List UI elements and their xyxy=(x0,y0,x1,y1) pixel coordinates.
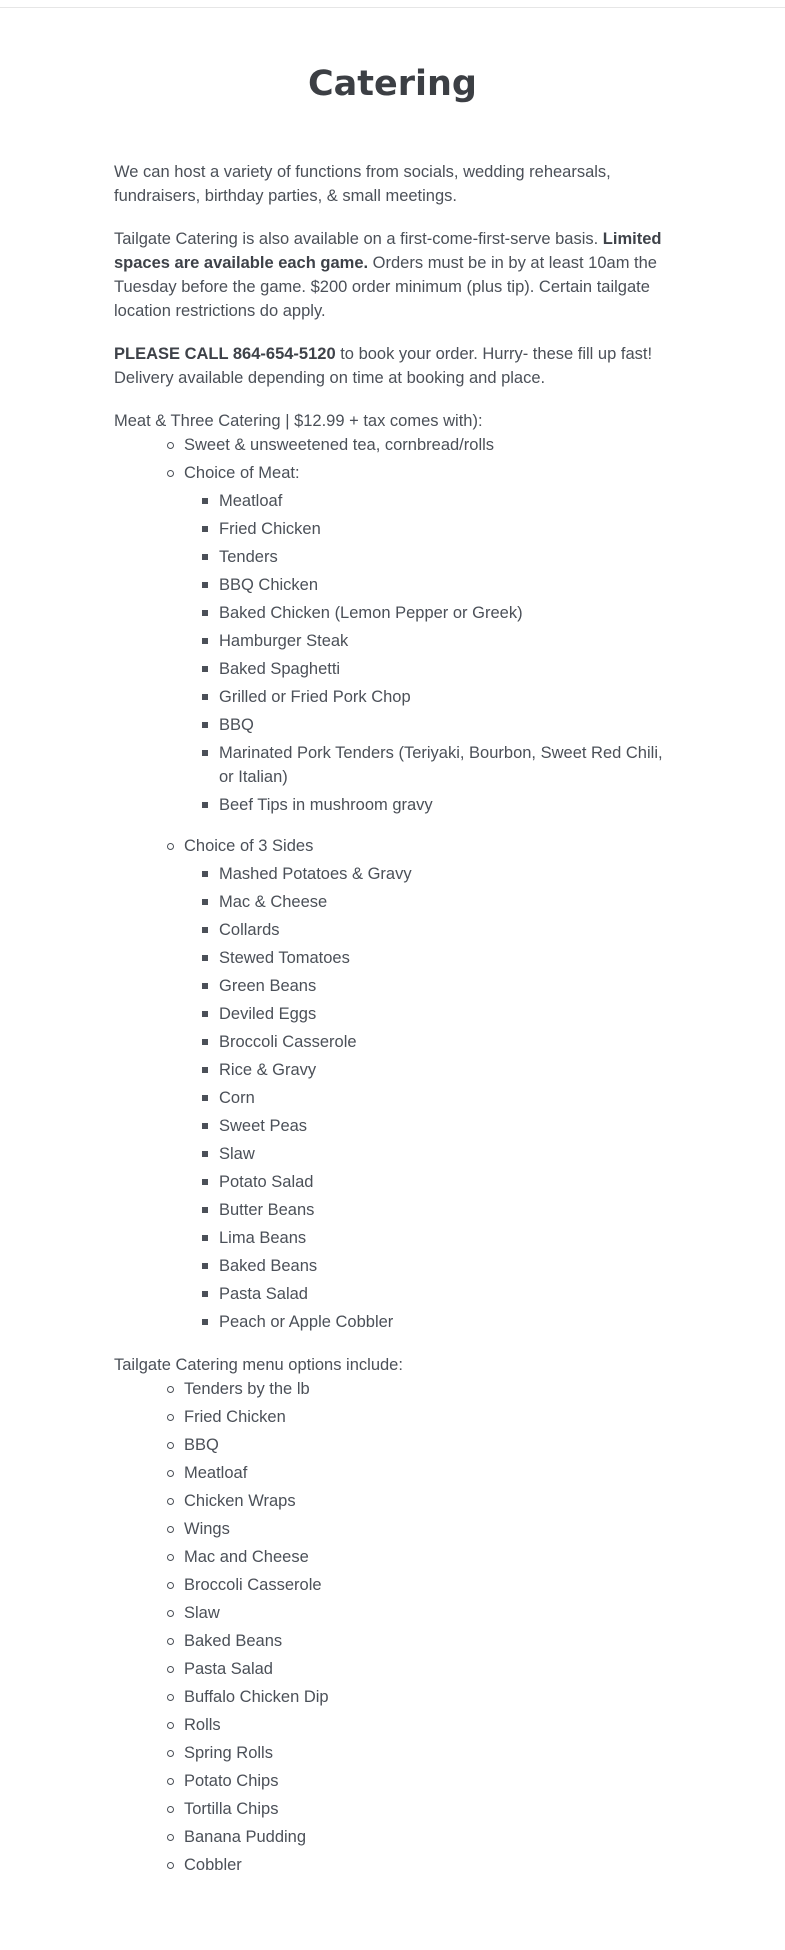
tailgate-menu-item: Banana Pudding xyxy=(184,1825,679,1849)
side-option-item: Peach or Apple Cobbler xyxy=(219,1310,679,1334)
side-option-item: Lima Beans xyxy=(219,1226,679,1250)
meat-options-list xyxy=(184,489,679,817)
tailgate-menu-item: BBQ xyxy=(184,1433,679,1457)
meat-three-list xyxy=(114,433,679,1334)
meat-option-item: Hamburger Steak xyxy=(219,629,679,653)
tailgate-menu-item: Tortilla Chips xyxy=(184,1797,679,1821)
tailgate-menu-item: Fried Chicken xyxy=(184,1405,679,1429)
page-title: Catering xyxy=(307,64,477,104)
side-option-item: Stewed Tomatoes xyxy=(219,946,679,970)
side-option-item: Baked Beans xyxy=(219,1254,679,1278)
side-option-item: Sweet Peas xyxy=(219,1114,679,1138)
tailgate-menu-item: Baked Beans xyxy=(184,1629,679,1653)
booking-text: to book your order. Hurry- these fill up fast! Delivery available depending on time at booking and place. xyxy=(114,345,653,387)
limited-spaces-note: Limited spaces are available each game. xyxy=(114,230,662,272)
side-option-item: Pasta Salad xyxy=(219,1282,679,1306)
tailgate-menu-heading: Tailgate Catering menu options include: xyxy=(114,1356,403,1374)
tailgate-menu-item: Buffalo Chicken Dip xyxy=(184,1685,679,1709)
side-option-item: Broccoli Casserole xyxy=(219,1030,679,1054)
catering-content xyxy=(114,160,679,1896)
booking-paragraph xyxy=(114,342,679,390)
side-option-item: Rice & Gravy xyxy=(219,1058,679,1082)
meat-option-item: Baked Spaghetti xyxy=(219,657,679,681)
side-option-item: Deviled Eggs xyxy=(219,1002,679,1026)
meat-option-item: Marinated Pork Tenders (Teriyaki, Bourbon, Sweet Red Chili, or Italian) xyxy=(219,741,679,789)
tailgate-menu-item: Chicken Wraps xyxy=(184,1489,679,1513)
meat-option-item: Meatloaf xyxy=(219,489,679,513)
tailgate-menu-item: Meatloaf xyxy=(184,1461,679,1485)
meat-option-item: BBQ Chicken xyxy=(219,573,679,597)
tailgate-info-text-end: Orders must be in by at least 10am the Tuesday before the game. $200 order minimum (plus tip). Certain tailgate location restrictions do apply. xyxy=(114,254,657,320)
list-item-choice-of-meat xyxy=(184,461,679,817)
meat-option-item: Grilled or Fried Pork Chop xyxy=(219,685,679,709)
side-option-item: Green Beans xyxy=(219,974,679,998)
meat-option-item: Tenders xyxy=(219,545,679,569)
tailgate-menu-list xyxy=(114,1377,679,1877)
intro-paragraph xyxy=(114,160,679,208)
list-item-choice-of-sides xyxy=(184,834,679,1334)
side-option-item: Mashed Potatoes & Gravy xyxy=(219,862,679,886)
tailgate-menu-item: Slaw xyxy=(184,1601,679,1625)
tailgate-info-paragraph xyxy=(114,227,679,323)
meat-option-item: Beef Tips in mushroom gravy xyxy=(219,793,679,817)
tailgate-menu-item: Potato Chips xyxy=(184,1769,679,1793)
tailgate-menu-item: Wings xyxy=(184,1517,679,1541)
tailgate-menu-item: Spring Rolls xyxy=(184,1741,679,1765)
phone-call-note: PLEASE CALL 864-654-5120 xyxy=(114,345,336,363)
choice-of-sides-label: Choice of 3 Sides xyxy=(184,837,314,855)
meat-option-item: Fried Chicken xyxy=(219,517,679,541)
tailgate-menu-item: Broccoli Casserole xyxy=(184,1573,679,1597)
tailgate-info-text-start: Tailgate Catering is also available on a first-come-first-serve basis. xyxy=(114,230,603,248)
intro-text: We can host a variety of functions from socials, wedding rehearsals, fundraisers, birthday parties, & small meetings. xyxy=(114,163,611,205)
list-item-drinks-bread: Sweet & unsweetened tea, cornbread/rolls xyxy=(184,433,679,457)
side-option-item: Potato Salad xyxy=(219,1170,679,1194)
side-option-item: Slaw xyxy=(219,1142,679,1166)
tailgate-menu-item: Pasta Salad xyxy=(184,1657,679,1681)
side-option-item: Collards xyxy=(219,918,679,942)
side-option-item: Butter Beans xyxy=(219,1198,679,1222)
side-options-list xyxy=(184,862,679,1334)
meat-option-item: Baked Chicken (Lemon Pepper or Greek) xyxy=(219,601,679,625)
meat-option-item: BBQ xyxy=(219,713,679,737)
tailgate-menu-item: Mac and Cheese xyxy=(184,1545,679,1569)
top-divider xyxy=(0,7,785,8)
side-option-item: Mac & Cheese xyxy=(219,890,679,914)
choice-of-meat-label: Choice of Meat: xyxy=(184,464,300,482)
meat-three-heading: Meat & Three Catering | $12.99 + tax comes with): xyxy=(114,412,483,430)
tailgate-menu-item: Rolls xyxy=(184,1713,679,1737)
tailgate-menu-item: Tenders by the lb xyxy=(184,1377,679,1401)
side-option-item: Corn xyxy=(219,1086,679,1110)
tailgate-menu-item: Cobbler xyxy=(184,1853,679,1877)
